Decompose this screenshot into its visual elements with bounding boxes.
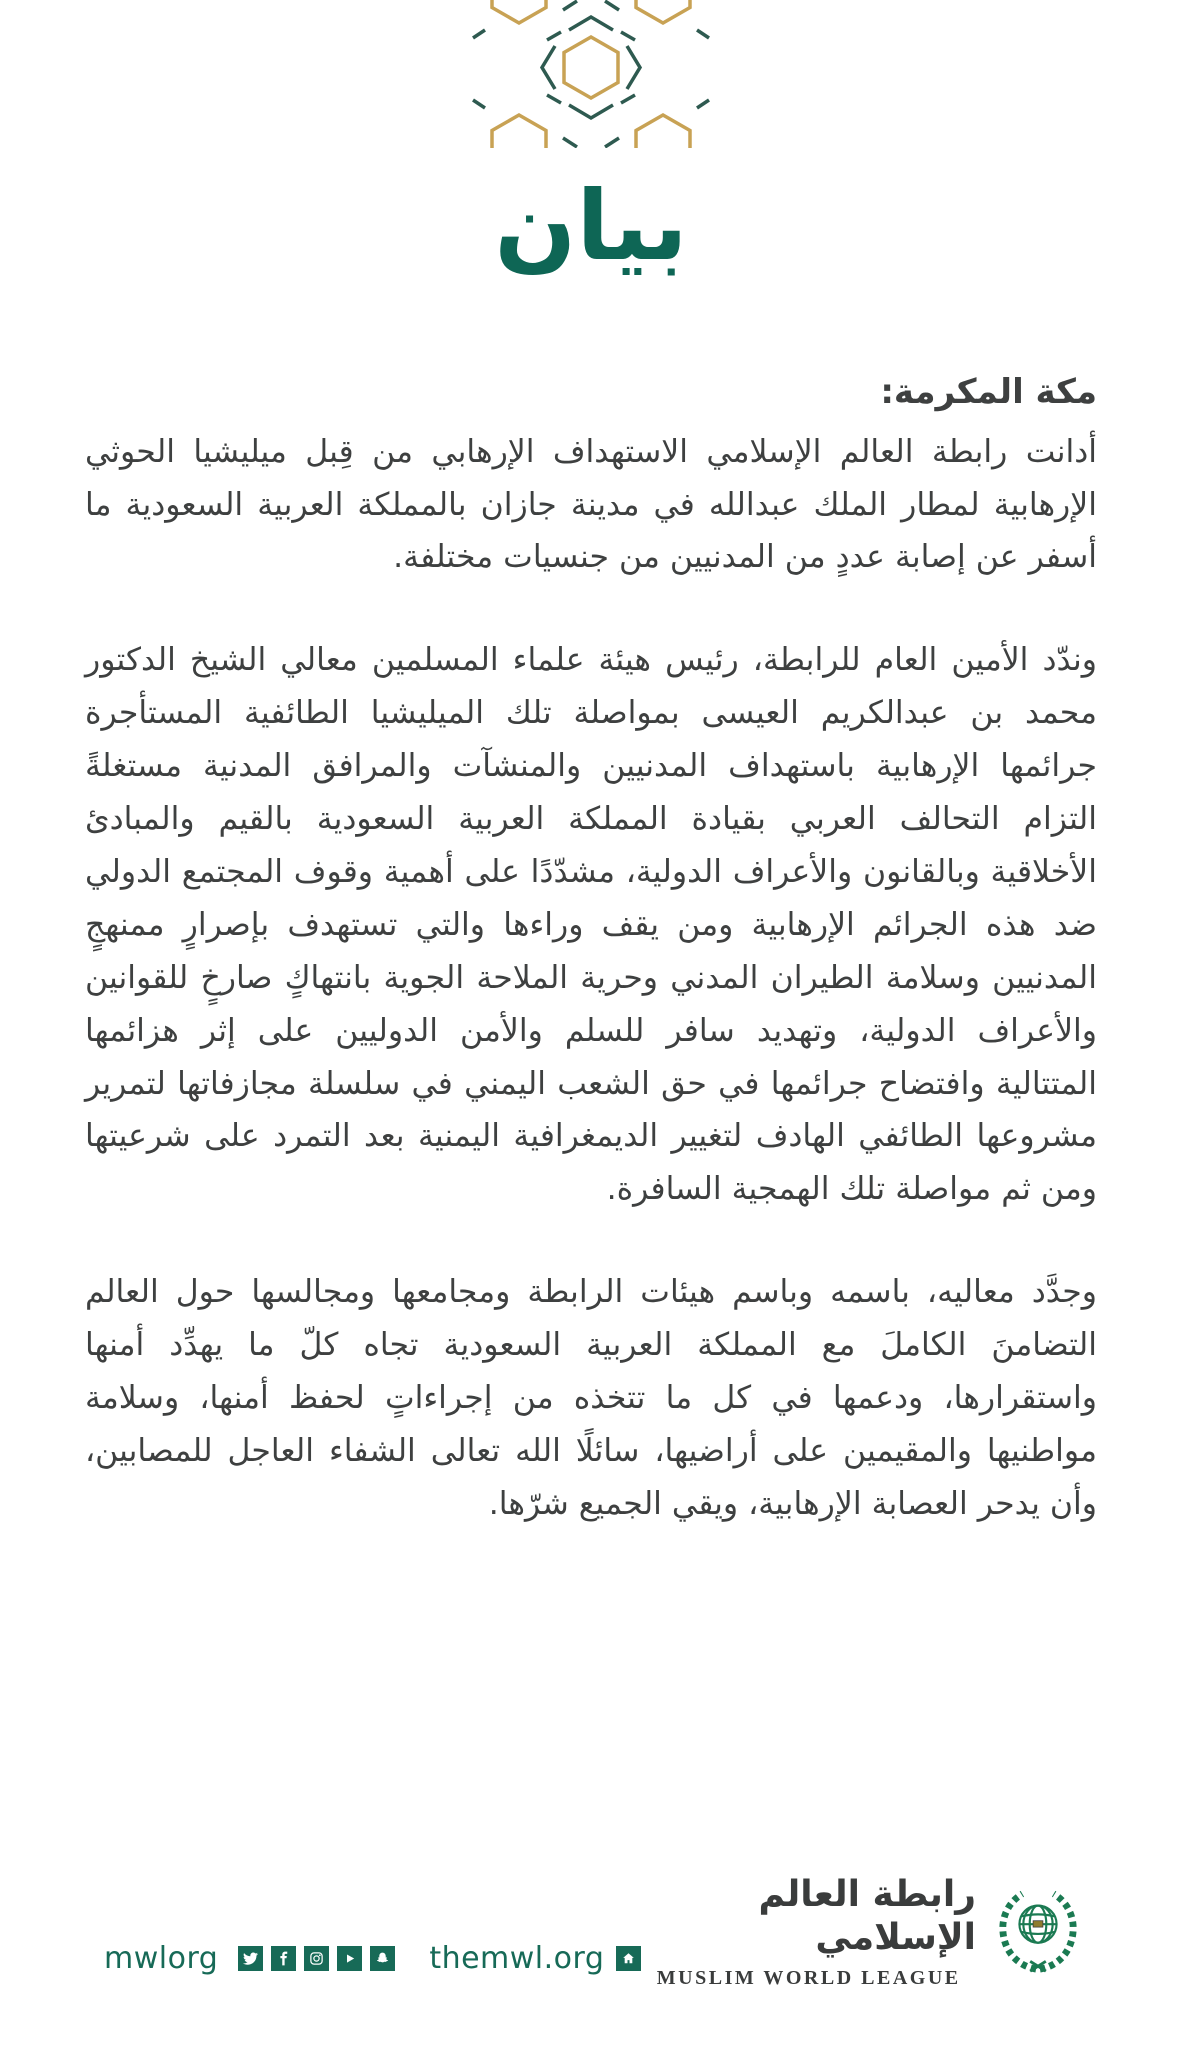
org-name-arabic-calligraphy: رابطة العالم الإسلامي: [758, 1873, 976, 1958]
statement-body: [85, 372, 1097, 1531]
twitter-icon[interactable]: [238, 1946, 263, 1971]
location-heading: مكة المكرمة:: [880, 371, 1097, 412]
statement-paragraph-1: أدانت رابطة العالم الإسلامي الاستهداف الإرهابي من قِبل ميليشيا الحوثي الإرهابية لمطار الملك عبدالله في مدينة جازان بالمملكة العربية السعودية ما أسفر عن إصابة عددٍ من المدنيين من جنسيات مختلفة.: [85, 433, 1097, 576]
website-url[interactable]: themwl.org: [429, 1941, 605, 1976]
org-name-english: MUSLIM WORLD LEAGUE: [656, 1967, 961, 1989]
facebook-icon[interactable]: [271, 1946, 296, 1971]
page-title: بيان: [494, 170, 688, 282]
statement-paragraph-2: وندّد الأمين العام للرابطة، رئيس هيئة علماء المسلمين معالي الشيخ الدكتور محمد بن عبدالكريم العيسى بمواصلة تلك الميليشيا الطائفية المستأجرة جرائمها الإرهابية باستهداف المدنيين والمنشآت والمرافق المدنية مستغلةً التزام التحالف العربي بقيادة المملكة العربية السعودية بالقيم والمبادئ الأخلاقية وبالقانون والأعراف الدولية، مشدّدًا على أهمية وقوف المجتمع الدولي ضد هذه الجرائم الإرهابية ومن يقف وراءها والتي تستهدف بإصرارٍ ممنهجٍ المدنيين وسلامة الطيران المدني وحرية الملاحة الجوية بانتهاكٍ صارخٍ للقوانين والأعراف الدولية، وتهديد سافر للسلم والأمن الدوليين على إثر هزائمها المتتالية وافتضاح جرائمها في حق الشعب اليمني في سلسلة مجازفاتها لتمرير مشروعها الطائفي الهادف لتغيير الديمغرافية اليمنية بعد التمرد على شرعيتها ومن ثم مواصلة تلك الهمجية السافرة.: [85, 642, 1097, 1208]
org-names: [641, 1873, 976, 1990]
geometric-ornament-icon: [451, 0, 731, 148]
org-identity: [641, 1873, 1082, 1990]
social-icons: [238, 1946, 395, 1971]
instagram-icon[interactable]: [304, 1946, 329, 1971]
mwl-emblem-icon: [994, 1887, 1082, 1975]
footer-social-row: [104, 1941, 641, 1976]
kaaba-mark: [1033, 1921, 1043, 1927]
youtube-icon[interactable]: [337, 1946, 362, 1971]
social-handle: mwlorg: [104, 1941, 219, 1976]
header-ornament-container: [0, 0, 1182, 148]
footer: [0, 1873, 1182, 1990]
statement-paragraph-3: وجدَّد معاليه، باسمه وباسم هيئات الرابطة ومجامعها ومجالسها حول العالم التضامنَ الكاملَ مع المملكة العربية السعودية تجاه كلّ ما يهدِّد أمنها واستقرارها، ودعمها في كل ما تتخذه من إجراءاتٍ لحفظ أمنها، وسلامة مواطنيها والمقيمين على أراضيها، سائلًا الله تعالى الشفاء العاجل للمصابين، وأن يدحر العصابة الإرهابية، ويقي الجميع شرّها.: [85, 1274, 1097, 1522]
home-icon[interactable]: [616, 1946, 641, 1971]
snapchat-icon[interactable]: [370, 1946, 395, 1971]
